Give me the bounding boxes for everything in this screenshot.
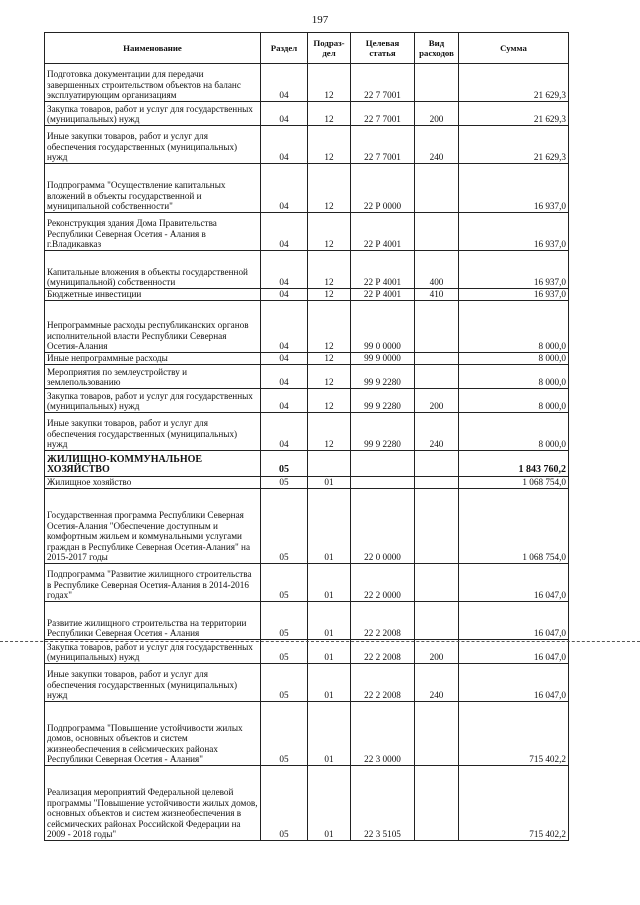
row-section: 05 [261,477,308,489]
row-sum: 16 937,0 [459,213,569,251]
row-type [415,564,459,602]
table-row [45,640,569,664]
row-section: 05 [261,564,308,602]
row-target: 22 0 0000 [351,489,415,564]
row-target: 22 3 0000 [351,702,415,766]
row-type: 400 [415,251,459,289]
row-section: 05 [261,640,308,664]
table-row [45,766,569,841]
table-row [45,126,569,164]
table-row [45,489,569,564]
header-expense-type: Вид расходов [415,33,459,64]
row-section: 04 [261,102,308,126]
header-target: Целевая статья [351,33,415,64]
page-number: 197 [311,14,329,26]
row-sum: 715 402,2 [459,766,569,841]
row-name: Государственная программа Республики Северная Осетия-Алания "Обеспечение доступным и комфортным жильем и коммунальными услугами граждан в Республике Северная Осетия-Алания" на 2015-2017 годы [45,489,261,564]
header-name: Наименование [45,33,261,64]
row-type [415,164,459,213]
row-section: 05 [261,766,308,841]
row-section: 05 [261,602,308,640]
row-name: Мероприятия по землеустройству и землепользованию [45,365,261,389]
row-subsection: 12 [308,365,351,389]
table-row [45,164,569,213]
row-target: 22 Р 4001 [351,251,415,289]
row-subsection: 12 [308,164,351,213]
row-sum: 16 937,0 [459,251,569,289]
row-target: 22 3 5105 [351,766,415,841]
row-type [415,766,459,841]
table-row [45,251,569,289]
row-subsection: 12 [308,289,351,301]
row-subsection: 01 [308,564,351,602]
row-name: Подпрограмма "Осуществление капитальных вложений в объекты государственной и муниципальной собственности" [45,164,261,213]
row-sum: 16 047,0 [459,664,569,702]
table-row [45,389,569,413]
row-subsection: 01 [308,640,351,664]
row-subsection: 12 [308,389,351,413]
row-name: Иные закупки товаров, работ и услуг для обеспечения государственных (муниципальных) нужд [45,413,261,451]
table-row [45,451,569,477]
row-subsection: 12 [308,126,351,164]
row-subsection: 12 [308,353,351,365]
row-target [351,477,415,489]
row-sum: 16 047,0 [459,564,569,602]
row-type [415,702,459,766]
row-subsection: 12 [308,102,351,126]
row-sum: 21 629,3 [459,64,569,102]
row-section: 04 [261,126,308,164]
row-name: Иные закупки товаров, работ и услуг для обеспечения государственных (муниципальных) нужд [45,126,261,164]
row-section: 04 [261,64,308,102]
row-type [415,353,459,365]
row-sum: 16 047,0 [459,602,569,640]
row-name: Иные закупки товаров, работ и услуг для обеспечения государственных (муниципальных) нужд [45,664,261,702]
row-target: 99 9 2280 [351,365,415,389]
row-sum: 8 000,0 [459,389,569,413]
table-row [45,602,569,640]
row-section: 04 [261,213,308,251]
row-subsection: 01 [308,602,351,640]
row-section: 04 [261,365,308,389]
row-type [415,451,459,477]
row-section: 04 [261,164,308,213]
row-type: 240 [415,126,459,164]
row-type: 240 [415,664,459,702]
row-subsection: 01 [308,702,351,766]
row-name: Закупка товаров, работ и услуг для государственных (муниципальных) нужд [45,102,261,126]
row-subsection: 01 [308,766,351,841]
row-target: 22 2 2008 [351,664,415,702]
table-row [45,213,569,251]
row-type [415,477,459,489]
table-row [45,301,569,353]
row-section: 05 [261,489,308,564]
table-row [45,564,569,602]
row-sum: 21 629,3 [459,102,569,126]
budget-table [44,32,569,841]
row-subsection: 12 [308,413,351,451]
table-row [45,365,569,389]
row-name: Закупка товаров, работ и услуг для государственных (муниципальных) нужд [45,389,261,413]
row-subsection [308,451,351,477]
row-subsection: 12 [308,301,351,353]
row-type [415,602,459,640]
row-target: 99 9 2280 [351,389,415,413]
row-target [351,451,415,477]
table-row [45,477,569,489]
row-target: 99 9 2280 [351,413,415,451]
row-section: 04 [261,251,308,289]
row-target: 22 2 0000 [351,564,415,602]
row-type: 200 [415,389,459,413]
row-target: 22 2 2008 [351,602,415,640]
row-type [415,213,459,251]
row-target: 22 Р 0000 [351,164,415,213]
row-name: Непрограммные расходы республиканских органов исполнительной власти Республики Северная Осетия-Алания [45,301,261,353]
row-subsection: 01 [308,489,351,564]
row-section: 04 [261,289,308,301]
row-section: 05 [261,702,308,766]
row-sum: 1 843 760,2 [459,451,569,477]
row-section: 04 [261,389,308,413]
row-subsection: 12 [308,251,351,289]
row-name: Капитальные вложения в объекты государственной (муниципальной) собственности [45,251,261,289]
table-row [45,64,569,102]
row-sum: 8 000,0 [459,353,569,365]
row-target: 22 2 2008 [351,640,415,664]
row-target: 22 7 7001 [351,126,415,164]
header-sum: Сумма [459,33,569,64]
row-name: Закупка товаров, работ и услуг для государственных (муниципальных) нужд [45,640,261,664]
row-sum: 21 629,3 [459,126,569,164]
row-subsection: 12 [308,64,351,102]
row-name: ЖИЛИЩНО-КОММУНАЛЬНОЕ ХОЗЯЙСТВО [45,451,261,477]
row-name: Бюджетные инвестиции [45,289,261,301]
row-type: 240 [415,413,459,451]
row-name: Развитие жилищного строительства на территории Республики Северная Осетия - Алания [45,602,261,640]
row-sum: 8 000,0 [459,413,569,451]
row-target: 22 Р 4001 [351,213,415,251]
row-type [415,489,459,564]
row-section: 04 [261,413,308,451]
row-section: 05 [261,664,308,702]
row-sum: 16 937,0 [459,289,569,301]
row-name: Реализация мероприятий Федеральной целевой программы "Повышение устойчивости жилых домов, основных объектов и систем жизнеобеспечения в сейсмических районах Российской Федерации на 2009 - 2018 годы" [45,766,261,841]
row-section: 04 [261,353,308,365]
row-sum: 715 402,2 [459,702,569,766]
row-name: Иные непрограммные расходы [45,353,261,365]
row-subsection: 12 [308,213,351,251]
row-type [415,64,459,102]
table-row [45,102,569,126]
table-row [45,289,569,301]
row-sum: 8 000,0 [459,301,569,353]
row-type [415,365,459,389]
row-name: Подпрограмма "Повышение устойчивости жилых домов, основных объектов и систем жизнеобеспечения в сейсмических районах Республики Северная Осетия - Алания" [45,702,261,766]
table-row [45,413,569,451]
row-target: 22 Р 4001 [351,289,415,301]
row-name: Жилищное хозяйство [45,477,261,489]
table-header-row [45,33,569,64]
row-type: 200 [415,640,459,664]
row-sum: 8 000,0 [459,365,569,389]
row-sum: 16 937,0 [459,164,569,213]
header-subsection: Подраз-дел [308,33,351,64]
row-sum: 16 047,0 [459,640,569,664]
row-type: 410 [415,289,459,301]
row-section: 05 [261,451,308,477]
row-name: Реконструкция здания Дома Правительства Республики Северная Осетия - Алания в г.Владикавказ [45,213,261,251]
row-type [415,301,459,353]
row-target: 22 7 7001 [351,102,415,126]
row-section: 04 [261,301,308,353]
row-target: 22 7 7001 [351,64,415,102]
header-section: Раздел [261,33,308,64]
row-name: Подготовка документации для передачи завершенных строительством объектов на баланс эксплуатирующим организациям [45,64,261,102]
table-row [45,353,569,365]
row-subsection: 01 [308,664,351,702]
row-type: 200 [415,102,459,126]
dashed-separator-line [0,641,640,642]
row-sum: 1 068 754,0 [459,489,569,564]
row-sum: 1 068 754,0 [459,477,569,489]
row-target: 99 0 0000 [351,301,415,353]
row-target: 99 9 0000 [351,353,415,365]
row-name: Подпрограмма "Развитие жилищного строительства в Республике Северная Осетия-Алания в 2014-2016 годах" [45,564,261,602]
table-row [45,664,569,702]
row-subsection: 01 [308,477,351,489]
table-row [45,702,569,766]
